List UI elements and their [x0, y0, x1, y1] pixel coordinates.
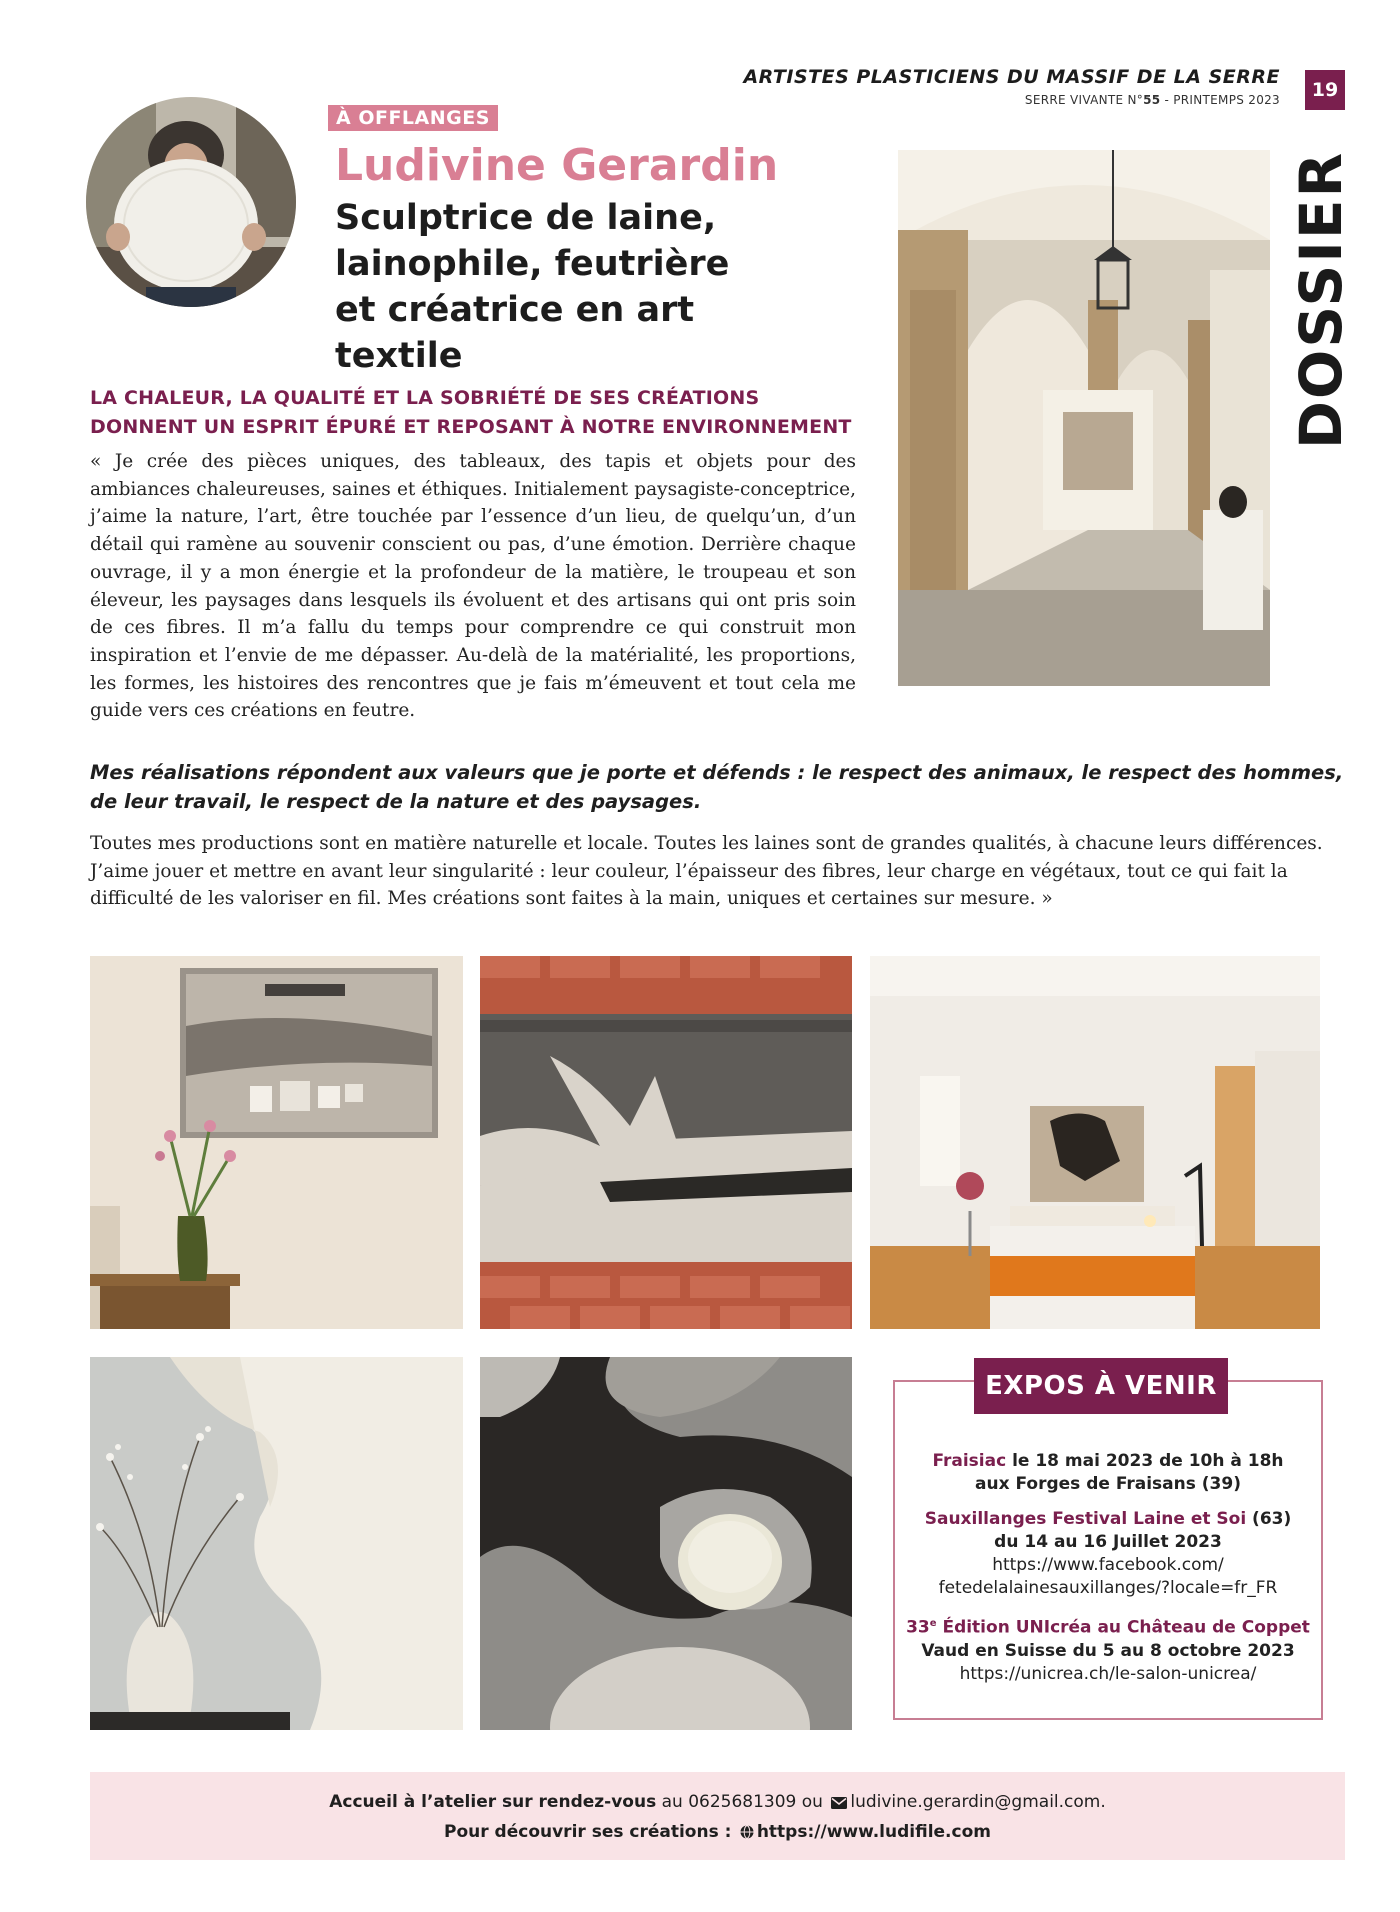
exhibition-date: Vaud en Suisse du 5 au 8 octobre 2023: [921, 1640, 1295, 1661]
issue-season: - PRINTEMPS 2023: [1160, 93, 1280, 107]
globe-icon: [740, 1820, 754, 1848]
exhibition-dept: (63): [1246, 1509, 1292, 1529]
website-label: Pour découvrir ses créations :: [444, 1822, 732, 1842]
article-paragraph-2: Toutes mes productions sont en matière naturelle et locale. Toutes les laines sont de grandes qualités, à chacune leurs différences. J’aime jouer et mettre en avant leur singularité : leur couleur, l’épaisseur des fibres, leur charge en végétaux, tout ce qui fait la difficulté de les valoriser en fil. Mes créations sont faites à la main, uniques et certaines sur mesure. »: [90, 833, 1323, 910]
page-number: 19: [1305, 70, 1345, 110]
wall-felt-photo: [90, 956, 463, 1329]
section-label-text: DOSSIER: [1287, 150, 1356, 450]
felt-rug-photo: [480, 956, 852, 1329]
exhibitions-list: [900, 1450, 1316, 1698]
exhibition-link[interactable]: https://unicrea.ch/le-salon-unicrea/: [959, 1663, 1257, 1684]
exhibition-item-fraisiac: [900, 1450, 1316, 1496]
exhibition-edition: 33: [906, 1617, 930, 1638]
exhibition-date: du 14 au 16 Juillet 2023: [994, 1532, 1222, 1552]
exhibition-link[interactable]: https://www.facebook.com/: [992, 1555, 1224, 1575]
contact-footer: [90, 1772, 1345, 1860]
exhibition-date: le 18 mai 2023 de 10h à 18h: [1006, 1451, 1284, 1471]
website-link[interactable]: https://www.ludifile.com: [756, 1822, 991, 1842]
bedroom-photo: [870, 956, 1320, 1329]
vase-felt-photo: [90, 1357, 463, 1730]
cloister-photo: [898, 150, 1270, 686]
exhibition-link-cont[interactable]: fetedelalainesauxillanges/?locale=fr_FR: [938, 1578, 1278, 1598]
contact-email[interactable]: ludivine.gerardin@gmail.com.: [850, 1792, 1106, 1812]
magazine-name: SERRE VIVANTE N°: [1024, 93, 1144, 107]
felt-bowl-photo: [480, 1357, 852, 1730]
artist-portrait: [86, 97, 296, 307]
contact-label: Accueil à l’atelier sur rendez-vous: [329, 1792, 657, 1812]
artist-role: Sculptrice de laine, lainophile, feutrière et créatrice en art textile: [335, 198, 730, 376]
exhibition-edition-sup: e: [929, 1618, 937, 1629]
exhibition-venue: aux Forges de Fraisans (39): [975, 1474, 1241, 1494]
exhibition-item-unicrea: [900, 1612, 1316, 1686]
envelope-icon: [831, 1790, 847, 1818]
section-label: [1283, 150, 1359, 450]
article-quote: Mes réalisations répondent aux valeurs que je porte et défends : le respect des animaux, le respect des hommes, de leur travail, le respect de la nature et des paysages.: [90, 761, 1344, 813]
location-tag: À OFFLANGES: [328, 105, 498, 131]
exhibition-place: Fraisiac: [932, 1451, 1007, 1471]
upcoming-exhibitions-title: EXPOS À VENIR: [974, 1358, 1228, 1414]
exhibition-item-sauxillanges: [900, 1508, 1316, 1600]
contact-line-1: [90, 1788, 1345, 1818]
contact-line-2: [90, 1818, 1345, 1848]
exhibition-place: Édition UNIcréa au Château de Coppet: [936, 1617, 1310, 1638]
artist-name: Ludivine Gerardin: [335, 140, 779, 191]
header-title: ARTISTES PLASTICIENS DU MASSIF DE LA SERRE: [743, 66, 1280, 88]
header-issue: [1025, 93, 1280, 107]
contact-phone: au 0625681309 ou: [656, 1792, 829, 1812]
issue-number: 55: [1143, 93, 1161, 107]
exhibition-place: Sauxillanges Festival Laine et Soi: [924, 1509, 1247, 1529]
article-lead: LA CHALEUR, LA QUALITÉ ET LA SOBRIÉTÉ DE SES CRÉATIONS DONNENT UN ESPRIT ÉPURÉ ET REPOSANT À NOTRE ENVIRONNEMENT: [90, 387, 852, 438]
article-paragraph-1: « Je crée des pièces uniques, des tableaux, des tapis et objets pour des ambiances chaleureuses, saines et éthiques. Initialement paysagiste-conceptrice, j’aime la nature, l’art, être touchée par l’essence d’un lieu, de quelqu’un, d’un détail qui ramène au souvenir conscient ou pas, d’une émotion. Derrière chaque ouvrage, il y a mon énergie et la profondeur de la matière, le troupeau et son éleveur, les paysages dans lesquels ils évoluent et des artisans qui ont pris soin de ces fibres. Il m’a fallu du temps pour comprendre ce qui construit mon inspiration et l’envie de me dépasser. Au-delà de la matérialité, les proportions, les formes, les histoires des rencontres que je fais m’émeuvent et tout cela me guide vers ces créations en feutre.: [90, 451, 856, 722]
